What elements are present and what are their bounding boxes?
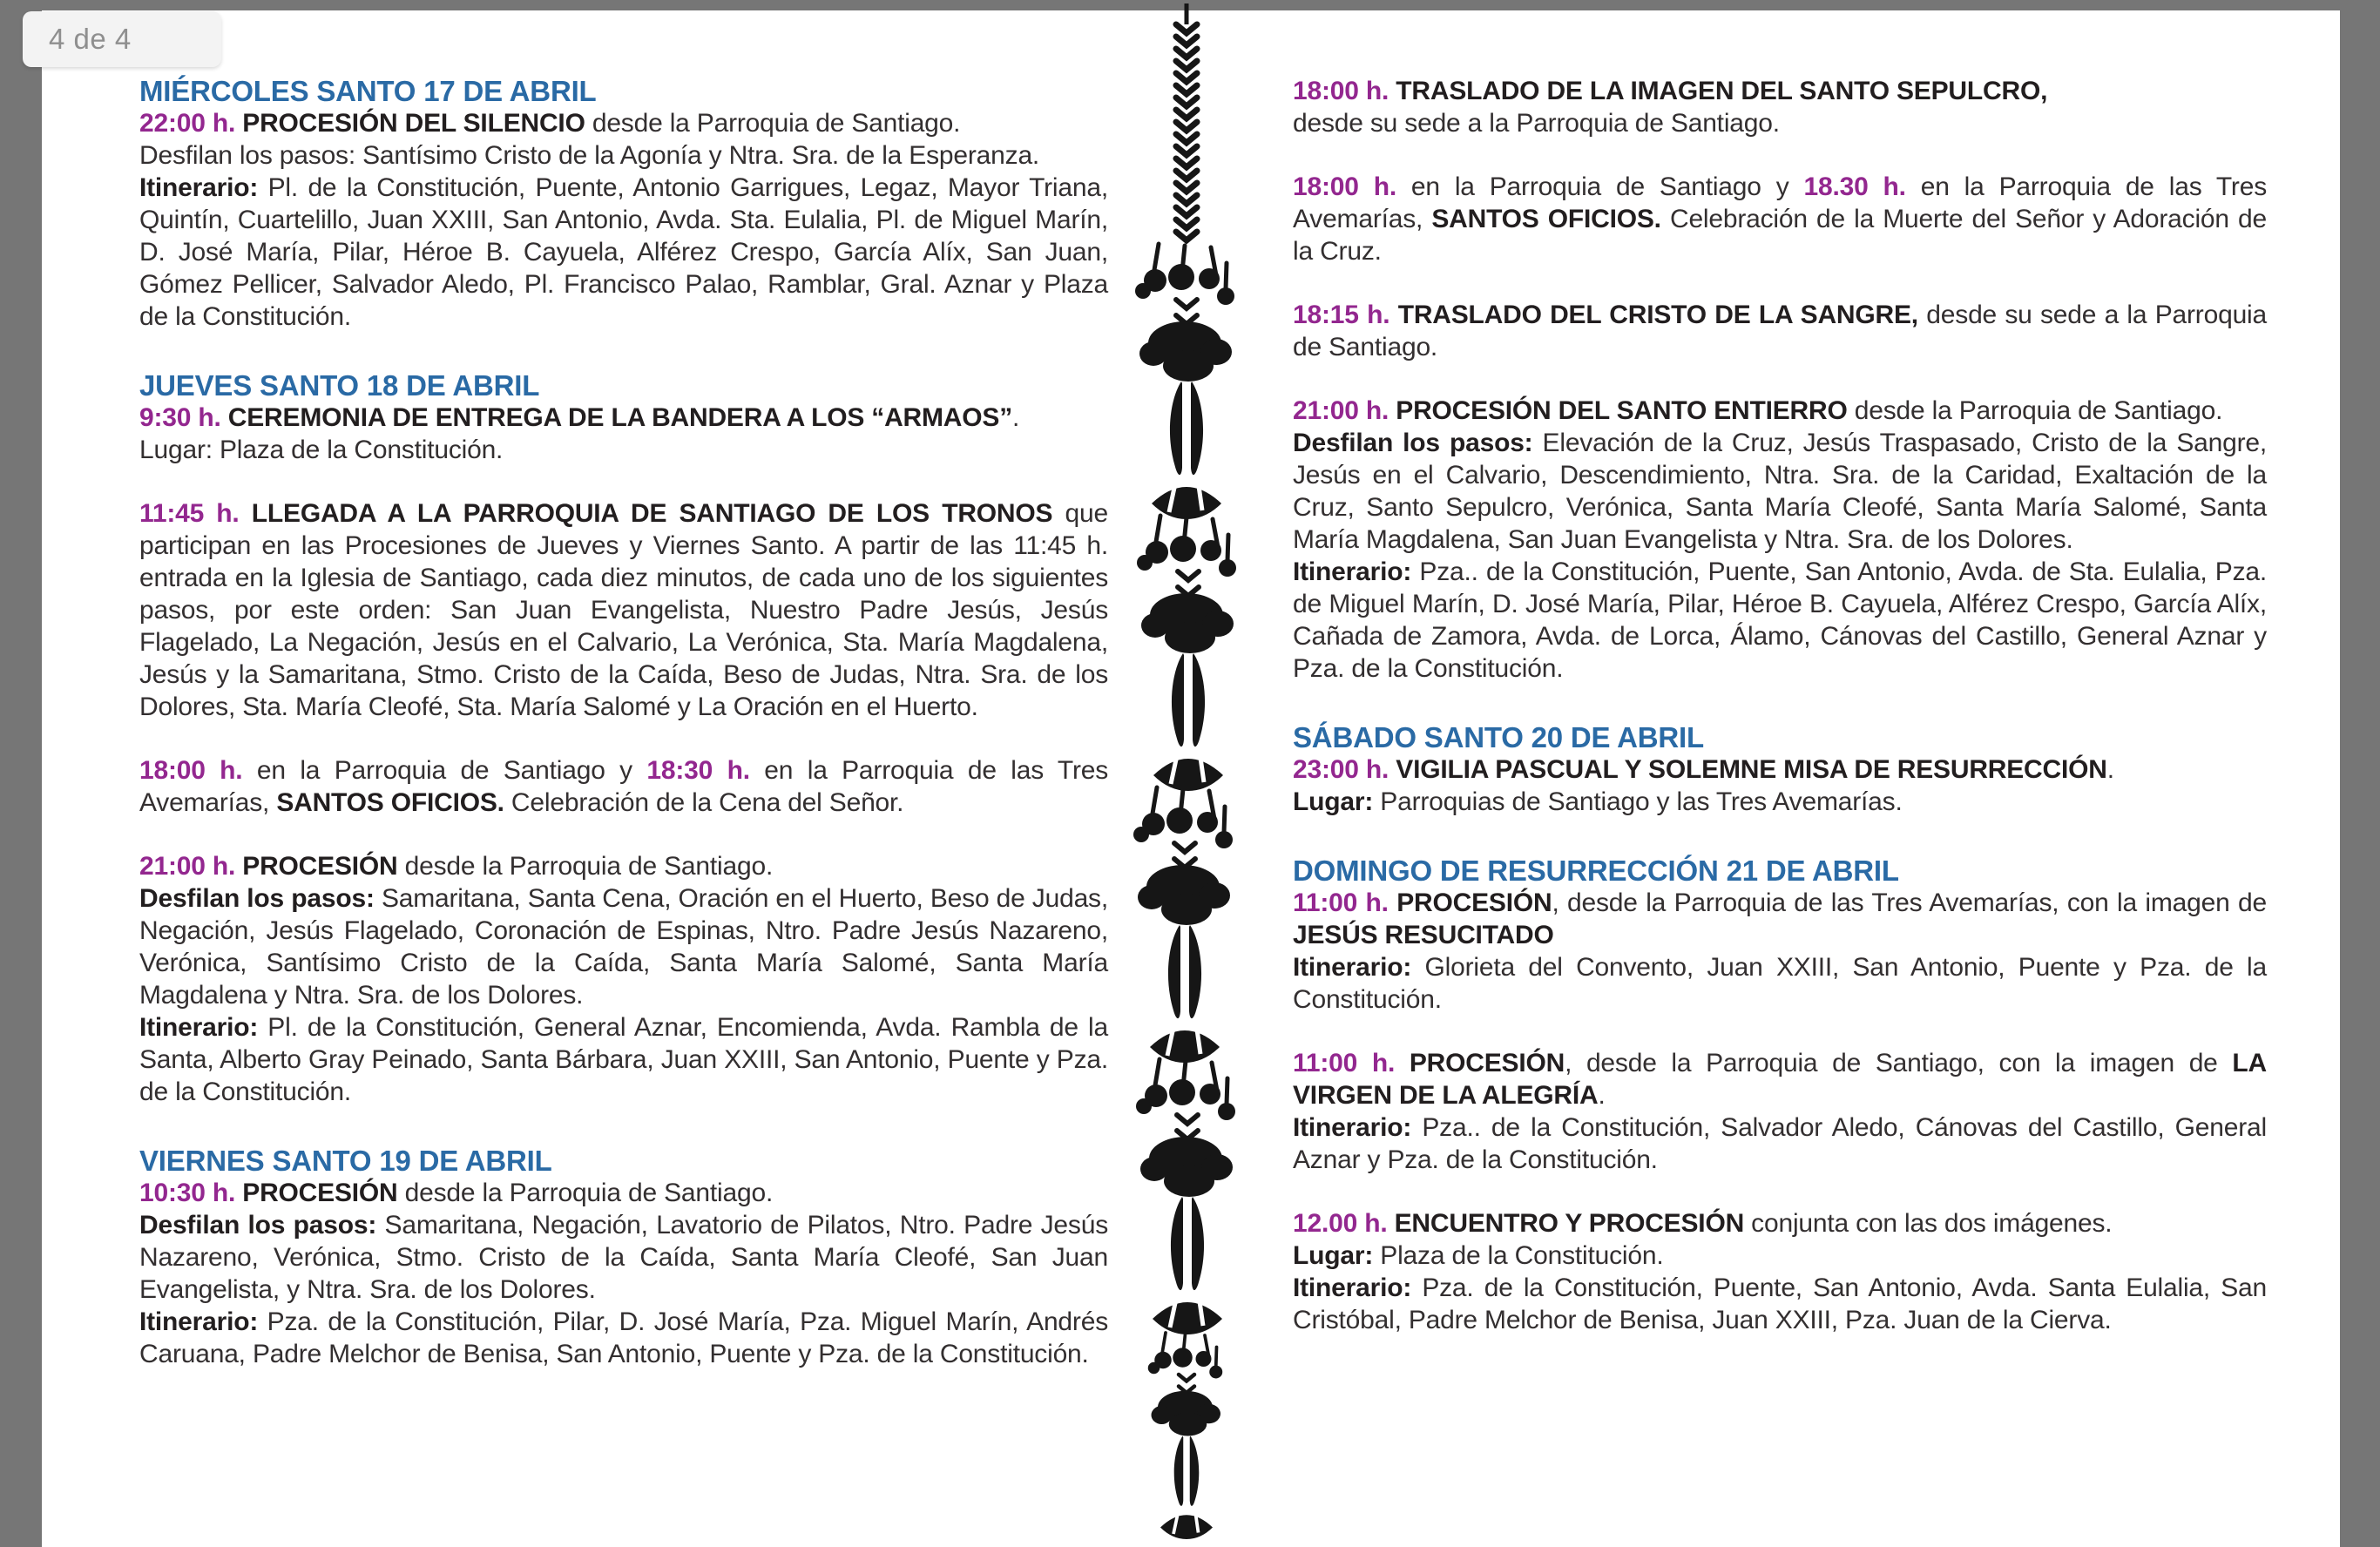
event-title: ENCUENTRO Y PROCESIÓN (1394, 1209, 1745, 1238)
text-line (1293, 171, 2267, 267)
event-title: Lugar: (1293, 787, 1374, 816)
text-line (1293, 1240, 2267, 1272)
body-text: Parroquias de Santiago y las Tres Avemarías. (1373, 787, 1903, 816)
body-text: Desfilan los pasos: Santísimo Cristo de la Agonía y Ntra. Sra. de la Esperanza. (139, 141, 1040, 170)
body-text: Celebración de la Cena del Señor. (504, 788, 904, 817)
time-label: 11:00 h. (1293, 888, 1389, 917)
day-section (139, 369, 1108, 1108)
body-text: . (2106, 755, 2114, 784)
day-section (1293, 721, 2267, 818)
event-paragraph (1293, 171, 2267, 267)
event-title: Itinerario: (1293, 953, 1412, 982)
event-title: Itinerario: (1293, 557, 1412, 586)
event-title: TRASLADO DEL CRISTO DE LA SANGRE, (1397, 301, 1918, 329)
event-paragraph (1293, 395, 2267, 685)
event-paragraph (139, 850, 1108, 1108)
body-text: Samaritana, Negación, Lavatorio de Pilatos, Ntro. Padre Jesús Nazareno, Verónica, Stmo. Cristo de la Caída, Santa María Cleofé, San Juan Evangelista, y Ntra. Sra. de los Dolores. (139, 1211, 1108, 1304)
event-title: Itinerario: (1293, 1113, 1412, 1142)
braided-cord (1176, 24, 1197, 240)
body-text: Pza. de la Constitución, Pilar, D. José María, Pza. Miguel Marín, Andrés Caruana, Padre Melchor de Benisa, San Antonio, Puente y Pza. de la Constitución. (139, 1307, 1108, 1368)
body-text (240, 499, 252, 528)
body-text: Plaza de la Constitución. (1373, 1241, 1664, 1270)
time-label: 18:00 h. (1293, 172, 1396, 201)
event-title: PROCESIÓN (1396, 888, 1552, 917)
text-line (1293, 395, 2267, 427)
event-title: Itinerario: (139, 173, 259, 202)
event-title: SANTOS OFICIOS. (276, 788, 504, 817)
text-line (139, 497, 1108, 723)
day-heading: JUEVES SANTO 18 DE ABRIL (139, 369, 540, 402)
cord-tassel-image (1124, 0, 1263, 1547)
text-line (1293, 107, 2267, 139)
body-text (221, 403, 228, 432)
event-paragraph (1293, 75, 2267, 139)
body-text: . (1012, 403, 1020, 432)
right-column (1293, 75, 2267, 1336)
body-text: desde la Parroquia de Santiago. (1847, 396, 2223, 425)
body-text: Glorieta del Convento, Juan XXIII, San Antonio, Puente y Pza. de la Constitución. (1293, 953, 2267, 1014)
text-line (139, 754, 1108, 819)
body-text: Pl. de la Constitución, General Aznar, Encomienda, Avda. Rambla de la Santa, Alberto Gray Peinado, Santa Bárbara, Juan XXIII, San Antonio, Puente y Pza. de la Constitución. (139, 1013, 1108, 1106)
text-line (139, 882, 1108, 1011)
text-line (139, 1306, 1108, 1370)
body-text: en la Parroquia de las Tres Avemarías, (139, 756, 1109, 817)
text-line (139, 107, 1108, 139)
body-text: Lugar: Plaza de la Constitución. (139, 436, 504, 464)
event-title: Itinerario: (139, 1307, 259, 1336)
body-text: en la Parroquia de Santiago y (1396, 172, 1804, 201)
body-text: en la Parroquia de las Tres Avemarías, (1293, 172, 2268, 233)
body-text: desde su sede a la Parroquia de Santiago. (1293, 109, 1780, 138)
event-paragraph (1293, 299, 2267, 363)
body-text: conjunta con las dos imágenes. (1744, 1209, 2113, 1238)
text-line (1293, 427, 2267, 556)
event-title: Itinerario: (139, 1013, 259, 1042)
text-line (139, 850, 1108, 882)
text-line (139, 402, 1108, 434)
event-title: VIGILIA PASCUAL Y SOLEMNE MISA DE RESURRECCIÓN (1396, 755, 2107, 784)
time-label: 22:00 h. (139, 109, 236, 138)
time-label: 18.30 h. (1803, 172, 1906, 201)
body-text: Samaritana, Santa Cena, Oración en el Huerto, Beso de Judas, Negación, Jesús Flagelado, Coronación de Espinas, Ntro. Padre Jesús Nazareno, Verónica, Santísimo Cristo de la Caída, Santa María Salomé, Santa María Magdalena y Ntra. Sra. de los Dolores. (139, 884, 1108, 1010)
text-line (1293, 1207, 2267, 1240)
event-paragraph (139, 402, 1108, 466)
body-text: desde la Parroquia de Santiago. (397, 1179, 774, 1207)
event-title: LLEGADA A LA PARROQUIA DE SANTIAGO DE LOS TRONOS (251, 499, 1053, 528)
page-indicator-tab (23, 11, 221, 67)
event-paragraph (1293, 753, 2267, 818)
event-title: PROCESIÓN DEL SILENCIO (242, 109, 585, 138)
text-line (1293, 786, 2267, 818)
body-text: Pza. de la Constitución, Puente, San Antonio, Avda. Santa Eulalia, San Cristóbal, Padre Melchor de Benisa, Juan XXIII, Pza. Juan de la Cierva. (1293, 1273, 2267, 1334)
text-line (139, 1011, 1108, 1108)
event-title: PROCESIÓN (242, 1179, 398, 1207)
event-title: CEREMONIA DE ENTREGA DE LA BANDERA A LOS “ARMAOS” (227, 403, 1013, 432)
body-text: desde la Parroquia de Santiago. (397, 852, 774, 881)
text-line (139, 1177, 1108, 1209)
time-label: 12.00 h. (1293, 1209, 1388, 1238)
day-section (139, 1145, 1108, 1370)
body-text: Pza.. de la Constitución, Salvador Aledo, Cánovas del Castillo, General Aznar y Pza. de la Constitución. (1293, 1113, 2267, 1174)
body-text (1389, 301, 1397, 329)
event-paragraph (1293, 1207, 2267, 1336)
time-label: 9:30 h. (139, 403, 221, 432)
body-text (1395, 1049, 1410, 1077)
text-line (1293, 556, 2267, 685)
body-text: en la Parroquia de Santiago y (242, 756, 647, 785)
time-label: 23:00 h. (1293, 755, 1389, 784)
text-line (1293, 1047, 2267, 1111)
event-paragraph (139, 1177, 1108, 1370)
body-text: , desde la Parroquia de las Tres Avemarías, con la imagen de (1552, 888, 2268, 917)
day-section (1293, 855, 2267, 1336)
body-text: Elevación de la Cruz, Jesús Traspasado, Cristo de la Sangre, Jesús en el Calvario, Descendimiento, Ntra. Sra. de la Caridad, Exaltación de la Cruz, Santo Sepulcro, Verónica, Santa María Cleofé, Santa María Salomé, Santa María Magdalena, San Juan Evangelista y Ntra. Sra. de los Dolores. (1293, 429, 2267, 554)
time-label: 11:00 h. (1293, 1049, 1396, 1077)
day-heading: SÁBADO SANTO 20 DE ABRIL (1293, 721, 1704, 753)
event-title: TRASLADO DE LA IMAGEN DEL SANTO SEPULCRO, (1396, 77, 2048, 105)
body-text: que participan en las Procesiones de Jueves y Viernes Santo. A partir de las 11:45 h. entrada en la Iglesia de Santiago, cada diez minutos, de cada uno de los siguientes pasos, por este orden: San Juan Evangelista, Nuestro Padre Jesús, Jesús Flagelado, La Negación, Jesús en el Calvario, La Verónica, Sta. María Magdalena, Jesús y la Samaritana, Stmo. Cristo de la Caída, Beso de Judas, Ntra. Sra. de los Dolores, Sta. María Cleofé, Sta. María Salomé y La Oración en el Huerto. (139, 499, 1109, 721)
event-paragraph (139, 754, 1108, 819)
text-line (1293, 887, 2267, 951)
body-text (1389, 888, 1396, 917)
event-title: PROCESIÓN (242, 852, 398, 881)
text-line (1293, 75, 2267, 107)
text-line (1293, 299, 2267, 363)
text-line (1293, 753, 2267, 786)
time-label: 21:00 h. (1293, 396, 1389, 425)
time-label: 10:30 h. (139, 1179, 236, 1207)
day-section (1293, 75, 2267, 685)
time-label: 18:15 h. (1293, 301, 1390, 329)
event-paragraph (139, 107, 1108, 333)
event-title: JESÚS RESUCITADO (1293, 921, 1554, 949)
time-label: 18:00 h. (1293, 77, 1389, 105)
event-title: Desfilan los pasos: (1293, 429, 1533, 457)
event-title: PROCESIÓN (1409, 1049, 1565, 1077)
time-label: 11:45 h. (139, 499, 240, 528)
page-indicator-label: 4 de 4 (49, 23, 132, 55)
event-title: Desfilan los pasos: (139, 884, 375, 913)
day-heading: VIERNES SANTO 19 DE ABRIL (139, 1145, 552, 1177)
day-section (139, 75, 1108, 333)
time-label: 18:00 h. (139, 756, 243, 785)
body-text: . (1598, 1081, 1606, 1110)
event-paragraph (139, 497, 1108, 723)
event-title: PROCESIÓN DEL SANTO ENTIERRO (1396, 396, 1848, 425)
event-title: Desfilan los pasos: (139, 1211, 377, 1240)
body-text: desde la Parroquia de Santiago. (585, 109, 961, 138)
day-heading: MIÉRCOLES SANTO 17 DE ABRIL (139, 75, 597, 107)
text-line (139, 172, 1108, 333)
event-title: LA VIRGEN DE LA ALEGRÍA (1293, 1049, 2267, 1110)
day-heading: DOMINGO DE RESURRECCIÓN 21 DE ABRIL (1293, 855, 1899, 887)
event-paragraph (1293, 1047, 2267, 1176)
event-title: Itinerario: (1293, 1273, 1412, 1302)
text-line (139, 434, 1108, 466)
body-text: Pza.. de la Constitución, Puente, San Antonio, Avda. de Sta. Eulalia, Pza. de Miguel Marín, D. José María, Pilar, Héroe B. Cayuela, Alférez Crespo, García Alíx, Cañada de Zamora, Avda. de Lorca, Álamo, Cánovas del Castillo, General Aznar y Pza. de la Constitución. (1293, 557, 2267, 683)
time-label: 21:00 h. (139, 852, 236, 881)
text-line (1293, 951, 2267, 1016)
left-column (139, 75, 1108, 1370)
time-label: 18:30 h. (646, 756, 750, 785)
event-paragraph (1293, 887, 2267, 1016)
body-text (1387, 1209, 1394, 1238)
event-title: Lugar: (1293, 1241, 1374, 1270)
event-title: SANTOS OFICIOS. (1431, 205, 1661, 233)
body-text: Celebración de la Muerte del Señor y Adoración de la Cruz. (1293, 205, 2268, 266)
text-line (139, 1209, 1108, 1306)
body-text: desde su sede a la Parroquia de Santiago. (1293, 301, 2267, 361)
text-line (139, 139, 1108, 172)
text-line (1293, 1272, 2267, 1336)
body-text: , desde la Parroquia de Santiago, con la imagen de (1565, 1049, 2233, 1077)
body-text: Pl. de la Constitución, Puente, Antonio Garrigues, Legaz, Mayor Triana, Quintín, Cuartelillo, Juan XXIII, San Antonio, Avda. Sta. Eulalia, Pl. de Miguel Marín, D. José María, Pilar, Héroe B. Cayuela, Alférez Crespo, García Alíx, San Juan, Gómez Pellicer, Salvador Aledo, Pl. Francisco Palao, Ramblar, Gral. Aznar y Plaza de la Constitución. (139, 173, 1108, 331)
text-line (1293, 1111, 2267, 1176)
